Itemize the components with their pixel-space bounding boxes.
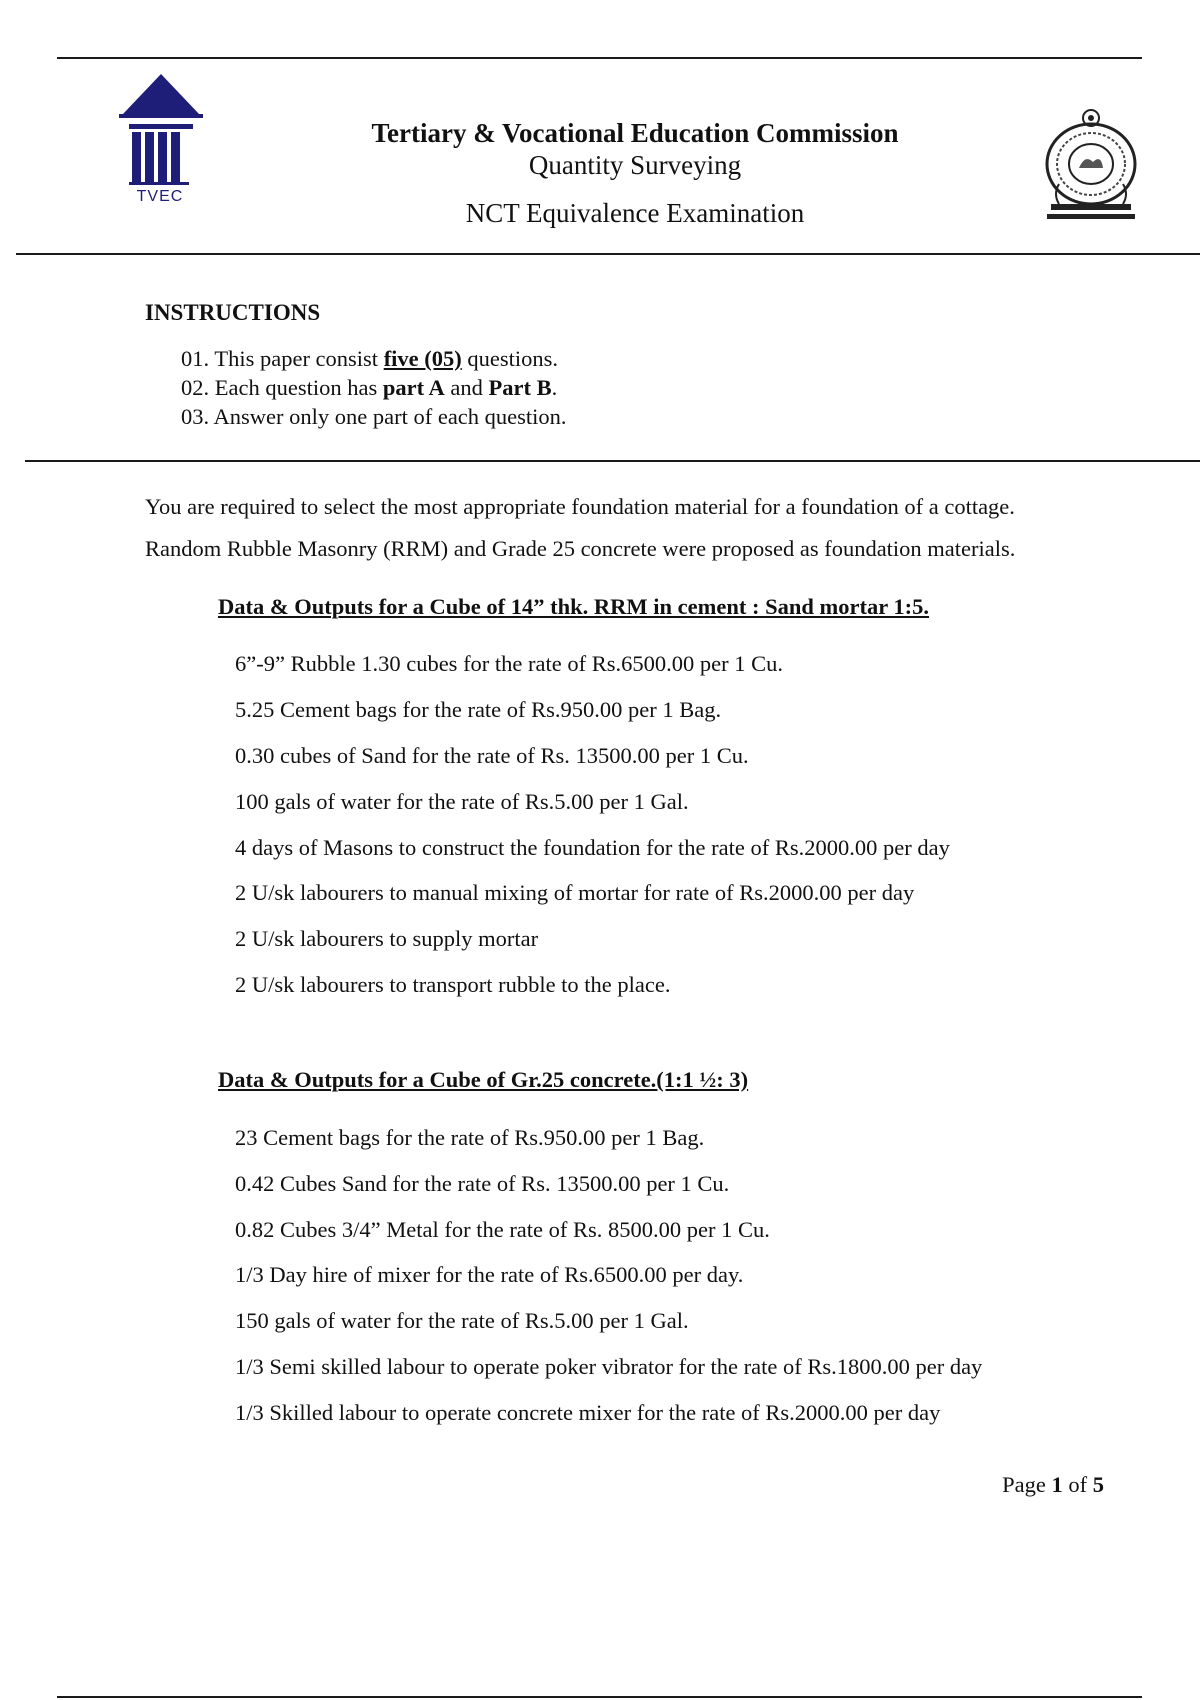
page-number (1002, 1472, 1104, 1498)
concrete-item: 1/3 Semi skilled labour to operate poker vibrator for the rate of Rs.1800.00 per day (235, 1354, 983, 1379)
rrm-item: 0.30 cubes of Sand for the rate of Rs. 13500.00 per 1 Cu. (235, 743, 749, 768)
concrete-item: 0.42 Cubes Sand for the rate of Rs. 13500.00 per 1 Cu. (235, 1171, 730, 1196)
rrm-item: 4 days of Masons to construct the foundation for the rate of Rs.2000.00 per day (235, 835, 950, 860)
instruction-text: questions. (467, 346, 559, 371)
instruction-item (181, 346, 558, 372)
instruction-text: This paper consist (214, 346, 379, 371)
svg-text:TVEC: TVEC (136, 188, 184, 204)
rrm-section-heading: Data & Outputs for a Cube of 14” thk. RRM in cement : Sand mortar 1:5. (218, 594, 930, 619)
instruction-item (181, 404, 567, 430)
intro-line: You are required to select the most appropriate foundation material for a foundation of a cottage. (145, 494, 1015, 519)
instruction-emphasis: Part B (488, 375, 552, 400)
rrm-item: 6”-9” Rubble 1.30 cubes for the rate of Rs.6500.00 per 1 Cu. (235, 651, 783, 676)
instruction-emphasis: part A (382, 375, 445, 400)
rrm-item: 2 U/sk labourers to manual mixing of mortar for rate of Rs.2000.00 per day (235, 880, 915, 905)
instruction-text: Each question has (214, 375, 378, 400)
subject-title: Quantity Surveying (528, 150, 742, 180)
top-rule (57, 57, 1142, 59)
instruction-number: 03. (181, 404, 210, 429)
header-bottom-rule (16, 253, 1200, 255)
instruction-text: and (450, 375, 483, 400)
instruction-number: 01. (181, 346, 210, 371)
instruction-text: . (551, 375, 558, 400)
rrm-item: 5.25 Cement bags for the rate of Rs.950.00 per 1 Bag. (235, 697, 722, 722)
rrm-item: 2 U/sk labourers to supply mortar (235, 926, 539, 951)
total-pages: 5 (1092, 1472, 1104, 1497)
instructions-bottom-rule (25, 460, 1200, 462)
of-word: of (1068, 1472, 1088, 1497)
exam-title: NCT Equivalence Examination (465, 198, 805, 228)
concrete-item: 23 Cement bags for the rate of Rs.950.00 per 1 Bag. (235, 1125, 705, 1150)
concrete-item: 150 gals of water for the rate of Rs.5.00 per 1 Gal. (235, 1308, 689, 1333)
instruction-emphasis: five (05) (383, 346, 462, 371)
organization-title: Tertiary & Vocational Education Commission (371, 118, 899, 148)
intro-line: Random Rubble Masonry (RRM) and Grade 25 concrete were proposed as foundation materials. (145, 536, 1016, 561)
concrete-item: 1/3 Day hire of mixer for the rate of Rs.6500.00 per day. (235, 1262, 744, 1287)
concrete-item: 0.82 Cubes 3/4” Metal for the rate of Rs. 8500.00 per 1 Cu. (235, 1217, 770, 1242)
page-word: Page (1002, 1472, 1046, 1497)
footer-rule (57, 1696, 1142, 1698)
instruction-text: Answer only one part of each question. (213, 404, 567, 429)
concrete-section-heading: Data & Outputs for a Cube of Gr.25 concrete.(1:1 ½: 3) (218, 1067, 749, 1092)
rrm-item: 100 gals of water for the rate of Rs.5.00 per 1 Gal. (235, 789, 689, 814)
rrm-item: 2 U/sk labourers to transport rubble to the place. (235, 972, 671, 997)
instruction-item (181, 375, 557, 401)
concrete-item: 1/3 Skilled labour to operate concrete mixer for the rate of Rs.2000.00 per day (235, 1400, 941, 1425)
instructions-heading: INSTRUCTIONS (145, 300, 321, 325)
current-page: 1 (1051, 1472, 1063, 1497)
instruction-number: 02. (181, 375, 210, 400)
